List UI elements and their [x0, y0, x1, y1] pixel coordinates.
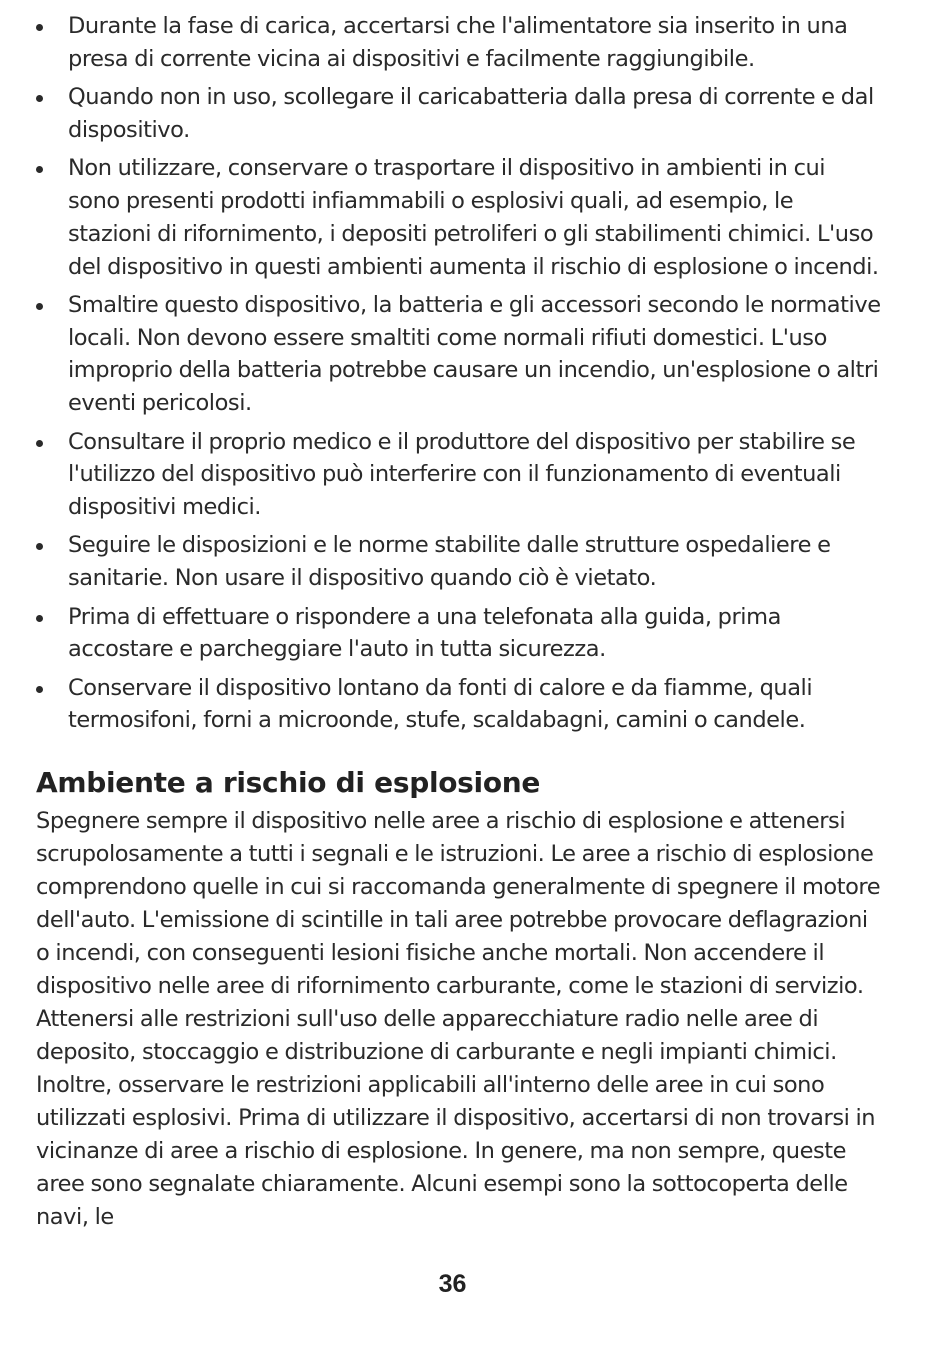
bullet-icon — [36, 686, 43, 693]
list-item-text: Non utilizzare, conservare o trasportare il dispositivo in ambienti in cui sono presenti prodotti infiammabili o esplosivi quali, ad esempio, le stazioni di rifornimento, i depositi petroliferi o gli stabilimenti chimici. L'uso del dispositivo in questi ambienti aumenta il rischio di esplosione o incendi. — [68, 155, 879, 280]
list-item — [36, 289, 881, 420]
list-item — [36, 672, 881, 738]
bullet-icon — [36, 543, 43, 550]
bullet-icon — [36, 440, 43, 447]
list-item — [36, 426, 881, 524]
bullet-icon — [36, 166, 43, 173]
list-item-text: Consultare il proprio medico e il produttore del dispositivo per stabilire se l'utilizzo del dispositivo può interferire con il funzionamento di eventuali dispositivi medici. — [68, 428, 856, 521]
list-item — [36, 10, 881, 76]
bullet-icon — [36, 24, 43, 31]
page-content — [36, 10, 881, 1234]
list-item — [36, 81, 881, 147]
page-number: 36 — [438, 1270, 467, 1298]
safety-bullet-list — [36, 10, 881, 737]
list-item-text: Durante la fase di carica, accertarsi che l'alimentatore sia inserito in una presa di corrente vicina ai dispositivi e facilmente raggiungibile. — [68, 13, 848, 72]
section-heading: Ambiente a rischio di esplosione — [36, 766, 541, 800]
list-item — [36, 529, 881, 595]
list-item-text: Conservare il dispositivo lontano da fonti di calore e da fiamme, quali termosifoni, forni a microonde, stufe, scaldabagni, camini o candele. — [68, 674, 813, 734]
bullet-icon — [36, 615, 43, 622]
list-item-text: Smaltire questo dispositivo, la batteria e gli accessori secondo le normative locali. Non devono essere smaltiti come normali rifiuti domestici. L'uso improprio della batteria potrebbe causare un incendio, un'esplosione o altri eventi pericolosi. — [68, 291, 881, 417]
list-item — [36, 152, 881, 283]
list-item — [36, 601, 881, 667]
bullet-icon — [36, 95, 43, 102]
section-body-paragraph: Spegnere sempre il dispositivo nelle aree a rischio di esplosione e attenersi scrupolosamente a tutti i segnali e le istruzioni. Le aree a rischio di esplosione comprendono quelle in cui si raccomanda generalmente di spegnere il motore dell'auto. L'emissione di scintille in tali aree potrebbe provocare deflagrazioni o incendi, con conseguenti lesioni fisiche anche mortali. Non accendere il dispositivo nelle aree di rifornimento carburante, come le stazioni di servizio. Attenersi alle restrizioni sull'uso delle apparecchiature radio nelle aree di deposito, stoccaggio e distribuzione di carburante e negli impianti chimici. Inoltre, osservare le restrizioni applicabili all'interno delle aree in cui sono utilizzati esplosivi. Prima di utilizzare il dispositivo, accertarsi di non trovarsi in vicinanze di aree a rischio di esplosione. In genere, ma non sempre, queste aree sono segnalate chiaramente. Alcuni esempi sono la sottocoperta delle navi, le — [36, 808, 881, 1231]
list-item-text: Prima di effettuare o rispondere a una telefonata alla guida, prima accostare e parcheggiare l'auto in tutta sicurezza. — [68, 603, 781, 663]
list-item-text: Quando non in uso, scollegare il caricabatteria dalla presa di corrente e dal dispositivo. — [68, 84, 874, 143]
list-item-text: Seguire le disposizioni e le norme stabilite dalle strutture ospedaliere e sanitarie. Non usare il dispositivo quando ciò è vietato. — [68, 532, 831, 592]
bullet-icon — [36, 303, 43, 310]
